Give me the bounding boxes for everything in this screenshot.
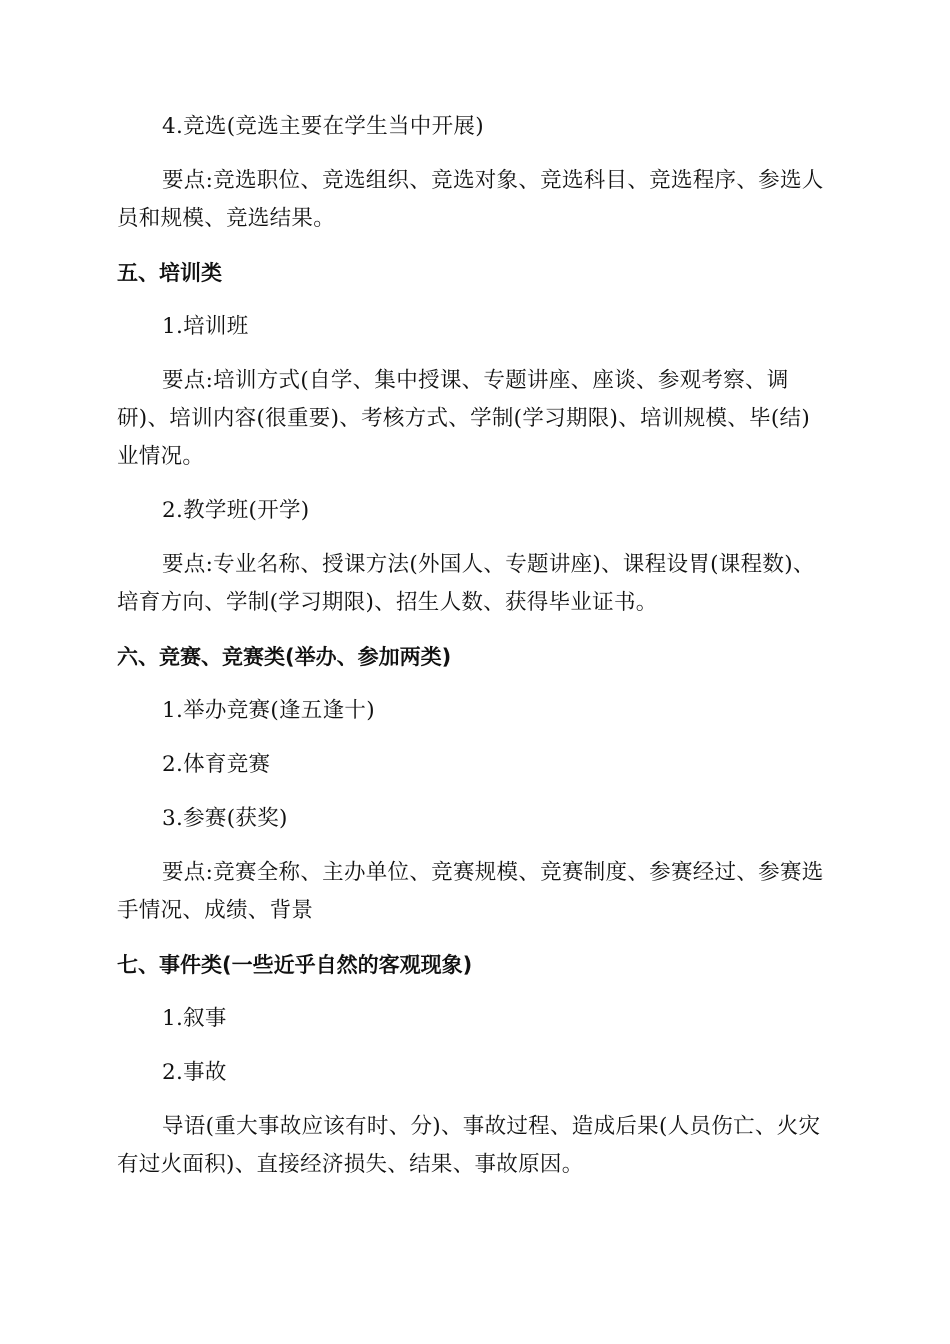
list-item-narrative: 1.叙事 — [162, 1006, 227, 1031]
section-heading-events: 七、事件类(一些近乎自然的客观现象) — [117, 953, 473, 977]
paragraph-teaching-points: 要点:专业名称、授课方法(外国人、专题讲座)、课程设胃(课程数)、培育方向、学制(学习期限)、招生人数、获得毕业证书。 — [117, 552, 815, 615]
list-item-training-class: 1.培训班 — [162, 314, 249, 339]
list-item-teaching-class: 2.教学班(开学) — [162, 498, 310, 523]
section-heading-training: 五、培训类 — [117, 261, 222, 285]
list-item-accident: 2.事故 — [162, 1060, 227, 1085]
section-heading-competition: 六、竞赛、竞赛类(举办、参加两类) — [117, 645, 452, 669]
paragraph-competition-points: 要点:竞赛全称、主办单位、竞赛规模、竞赛制度、参赛经过、参赛选手情况、成绩、背景 — [117, 860, 824, 923]
list-item-participation: 3.参赛(获奖) — [162, 806, 288, 831]
document-page — [117, 108, 825, 1184]
list-item-sports-competition: 2.体育竞赛 — [162, 752, 271, 777]
paragraph-campaign-points: 要点:竞选职位、竞选组织、竞选对象、竞选科目、竞选程序、参选人员和规模、竞选结果。 — [117, 168, 824, 231]
list-item-host-competition: 1.举办竞赛(逢五逢十) — [162, 698, 375, 723]
paragraph-training-points: 要点:培训方式(自学、集中授课、专题讲座、座谈、参观考察、调研)、培训内容(很重要)、考核方式、学制(学习期限)、培训规模、毕(结)业情况。 — [117, 368, 811, 469]
paragraph-accident-points: 导语(重大事故应该有时、分)、事故过程、造成后果(人员伤亡、火灾有过火面积)、直接经济损失、结果、事故原因。 — [117, 1114, 821, 1177]
list-item-campaign: 4.竞选(竞选主要在学生当中开展) — [162, 114, 484, 139]
